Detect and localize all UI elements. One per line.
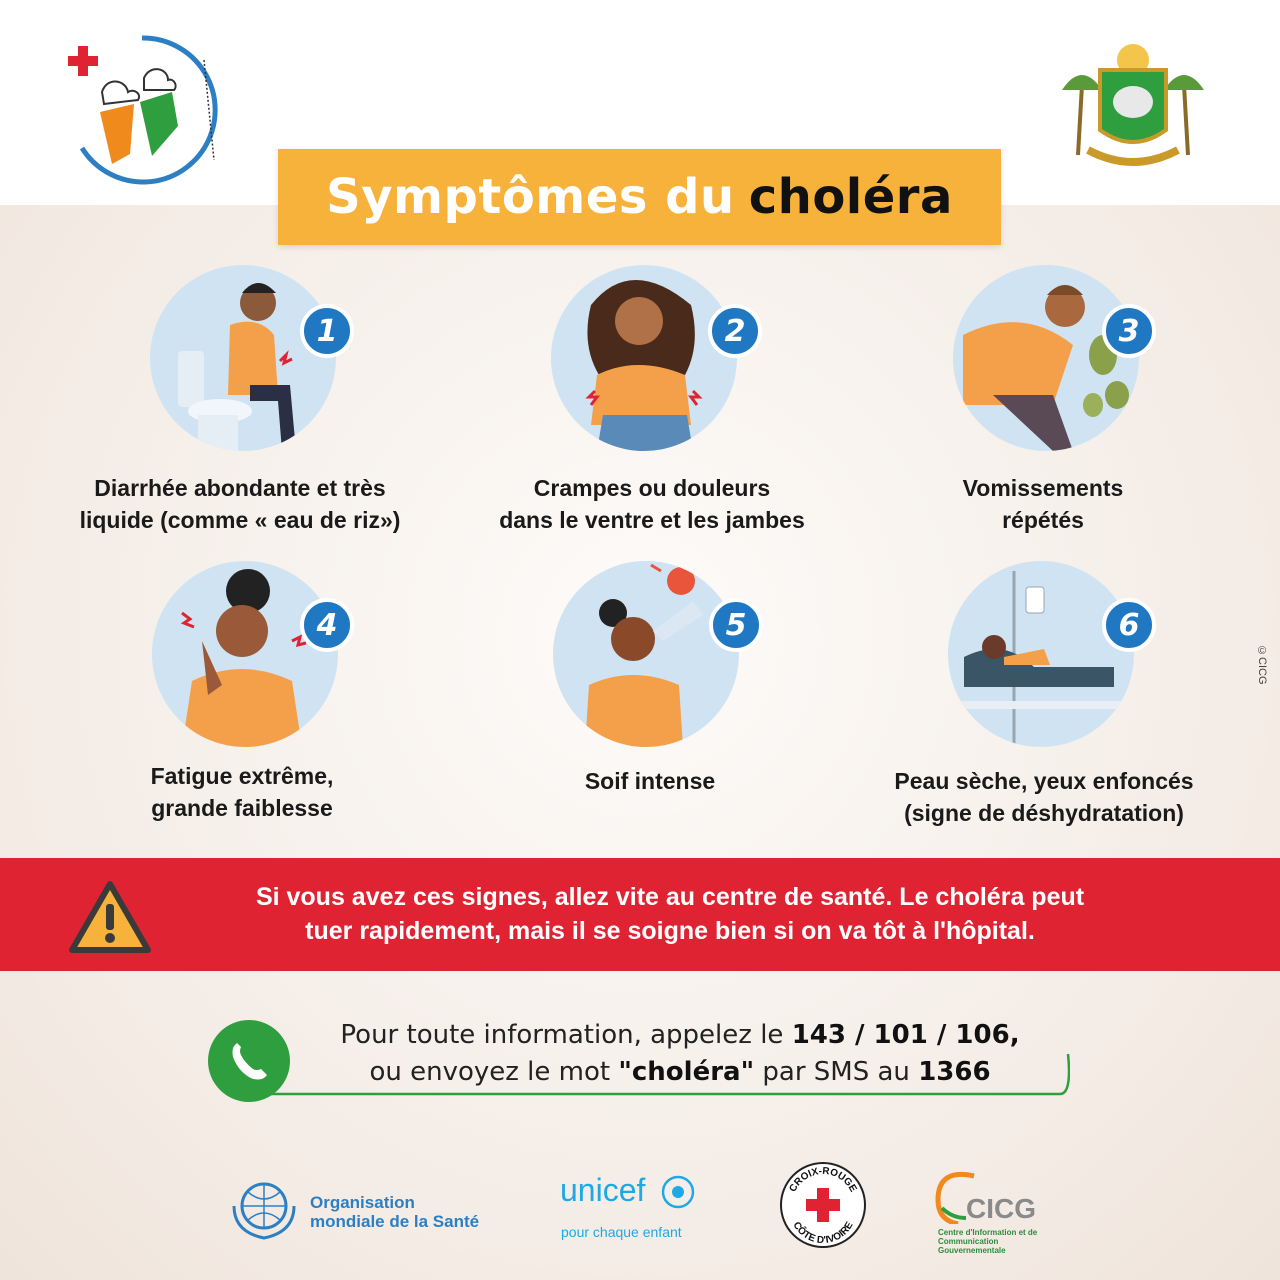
cicg-tagline: Centre d'Information et de Communication Gouvernementale: [938, 1228, 1038, 1255]
page-title: [278, 149, 1001, 245]
svg-text:CROIX-ROUGE: CROIX-ROUGE: [787, 1165, 859, 1195]
title-part2: choléra: [748, 169, 953, 225]
symptom-2-label: Crampes ou douleurs dans le ventre et les jambes: [499, 475, 805, 533]
unicef-tagline: pour chaque enfant: [561, 1224, 682, 1240]
symptom-5-label: Soif intense: [584, 768, 716, 794]
symptom-1-label: Diarrhée abondante et très liquide (comme « eau de riz»): [79, 475, 401, 533]
symptom-4-badge: 4: [300, 598, 354, 652]
symptom-3-label: Vomissements répétés: [962, 475, 1124, 533]
symptom-4-label: Fatigue extrême, grande faiblesse: [150, 763, 334, 821]
red-cross-logo: [778, 1160, 868, 1250]
symptom-5-illustration: [553, 561, 739, 747]
title-part1: Symptômes du: [326, 169, 735, 225]
cicg-logo-text: CICG: [966, 1193, 1036, 1224]
svg-text:CÔTE D'IVOIRE: CÔTE D'IVOIRE: [790, 1220, 856, 1247]
symptom-3-illustration: [953, 265, 1139, 451]
symptom-6-illustration: [948, 561, 1134, 747]
symptom-6-label: Peau sèche, yeux enfoncés (signe de déshydratation): [894, 768, 1194, 826]
symptom-1-illustration: [150, 265, 336, 451]
who-emblem-icon: [228, 1176, 300, 1242]
symptom-4-illustration: [152, 561, 338, 747]
who-logo-text: Organisation mondiale de la Santé: [310, 1193, 480, 1231]
coat-of-arms-logo: [1058, 40, 1208, 175]
alert-message: Si vous avez ces signes, allez vite au centre de santé. Le choléra peut tuer rapidement, mais il se soigne bien si on va tôt à l'hôpital.: [255, 883, 1085, 945]
symptom-3-badge: 3: [1102, 304, 1156, 358]
info-message: Pour toute information, appelez le 143 / 101 / 106, ou envoyez le mot "choléra" par SMS au 1366: [340, 1020, 1020, 1087]
cicg-side-mark: ©CICG: [1256, 645, 1268, 685]
symptom-5-badge: 5: [709, 598, 763, 652]
symptom-2-illustration: [551, 265, 737, 451]
phone-icon: [208, 1020, 290, 1102]
ministry-logo: [62, 30, 222, 190]
unicef-logo-text: unicef: [560, 1172, 646, 1208]
symptom-1-badge: 1: [300, 304, 354, 358]
unicef-emblem-icon: [660, 1174, 696, 1210]
symptom-6-badge: 6: [1102, 598, 1156, 652]
symptom-2-badge: 2: [708, 304, 762, 358]
